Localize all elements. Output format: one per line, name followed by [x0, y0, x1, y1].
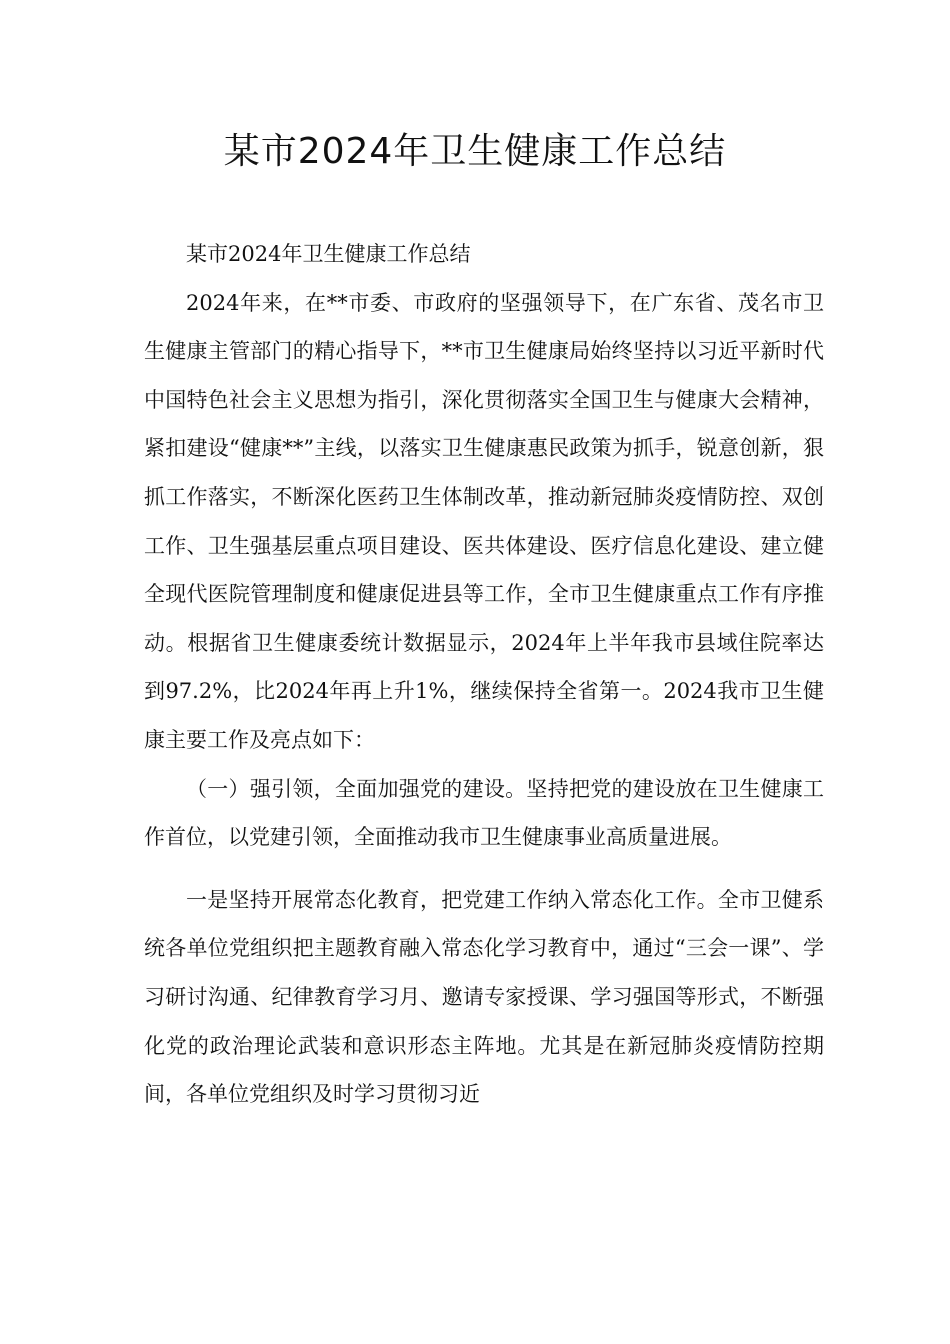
paragraph-section-1: （一）强引领，全面加强党的建设。坚持把党的建设放在卫生健康工作首位，以党建引领，全面推动我市卫生健康事业高质量进展。	[144, 776, 824, 850]
document-body	[144, 230, 824, 1119]
document-title: 某市2024年卫生健康工作总结	[223, 131, 727, 172]
paragraph-subtitle: 某市2024年卫生健康工作总结	[186, 242, 471, 266]
paragraph-intro: 2024年来，在**市委、市政府的坚强领导下，在广东省、茂名市卫生健康主管部门的精心指导下，**市卫生健康局始终坚持以习近平新时代中国特色社会主义思想为指引，深化贯彻落实全国卫生与健康大会精神，紧扣建设“健康**”主线，以落实卫生健康惠民政策为抓手，锐意创新，狠抓工作落实，不断深化医药卫生体制改革，推动新冠肺炎疫情防控、双创工作、卫生强基层重点项目建设、医共体建设、医疗信息化建设、建立健全现代医院管理制度和健康促进县等工作，全市卫生健康重点工作有序推动。根据省卫生健康委统计数据显示，2024年上半年我市县域住院率达到97.2%，比2024年再上升1%，继续保持全省第一。2024我市卫生健康主要工作及亮点如下：	[144, 290, 824, 752]
paragraph-point-1: 一是坚持开展常态化教育，把党建工作纳入常态化工作。全市卫健系统各单位党组织把主题教育融入常态化学习教育中，通过“三会一课”、学习研讨沟通、纪律教育学习月、邀请专家授课、学习强国等形式，不断强化党的政治理论武装和意识形态主阵地。尤其是在新冠肺炎疫情防控期间，各单位党组织及时学习贯彻习近	[144, 887, 824, 1107]
